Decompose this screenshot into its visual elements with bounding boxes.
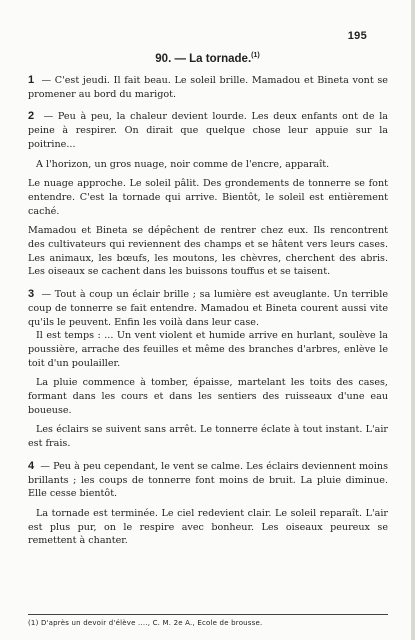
page-number: 195 bbox=[347, 30, 367, 42]
page-binding-edge bbox=[411, 0, 415, 640]
section-1-paragraph-1 bbox=[28, 74, 388, 101]
section-4-paragraph-1 bbox=[28, 460, 388, 501]
section-3-paragraph-2: Il est temps : ... Un vent violent et humide arrive en hurlant, soulève la poussière, arrache des feuilles et même des branches d'arbres, enlève le toit d'un poulailler. bbox=[28, 330, 388, 369]
chapter-title-text: 90. — La tornade. bbox=[155, 52, 252, 65]
section-3-paragraph-1 bbox=[28, 288, 388, 329]
section-spacer bbox=[28, 279, 388, 288]
section-2-paragraph-4: Mamadou et Bineta se dépêchent de rentrer chez eux. Ils rencontrent des cultivateurs qui reviennent des champs et se hâtent vers leurs cases. Les animaux, les bœufs, les moutons, les chèvres, cherchent des abris. Les oiseaux se cachent dans les buissons touffus et se taisent. bbox=[28, 225, 388, 278]
section-spacer bbox=[28, 451, 388, 460]
section-3-paragraph-3: La pluie commence à tomber, épaisse, martelant les toits des cases, formant dans les cours et dans les sentiers des ruisseaux d'une eau boueuse. bbox=[28, 377, 388, 416]
paragraph-text: — Peu à peu cependant, le vent se calme. Les éclairs deviennent moins brillants ; les coups de tonnerre font moins de bruit. La pluie diminue. Elle cesse bientôt. bbox=[28, 460, 388, 500]
chapter-title bbox=[0, 52, 415, 65]
section-spacer bbox=[28, 101, 388, 110]
section-2-paragraph-3: Le nuage approche. Le soleil pâlit. Des grondements de tonnerre se font entendre. C'est la tornade qui arrive. Bientôt, le soleil est entièrement caché. bbox=[28, 178, 388, 217]
paragraph-text: — Tout à coup un éclair brille ; sa lumière est aveuglante. Un terrible coup de tonnerre se fait entendre. Mamadou et Bineta courent aussi vite qu'ils le peuvent. Enfin les voilà dans leur case. bbox=[28, 289, 388, 328]
paragraph-text: — Peu à peu, la chaleur devient lourde. Les deux enfants ont de la peine à respirer. On dirait que quelque chose leur appuie sur la poitrine... bbox=[28, 111, 388, 150]
section-number: 3 bbox=[28, 288, 35, 301]
section-number: 2 bbox=[28, 110, 35, 123]
text-body bbox=[28, 74, 388, 548]
section-2-paragraph-2: A l'horizon, un gros nuage, noir comme de l'encre, apparaît. bbox=[36, 158, 330, 170]
footnote: (1) D'après un devoir d'élève ...., C. M. 2e A., Ecole de brousse. bbox=[28, 619, 263, 627]
footnote-reference: (1) bbox=[251, 52, 260, 59]
section-number: 1 bbox=[28, 74, 35, 86]
paragraph-text: — C'est jeudi. Il fait beau. Le soleil brille. Mamadou et Bineta vont se promener au bord du marigot. bbox=[28, 75, 388, 100]
section-2-paragraph-1 bbox=[28, 110, 388, 151]
footnote-divider bbox=[28, 614, 388, 615]
section-number: 4 bbox=[28, 459, 35, 472]
section-4-paragraph-2: La tornade est terminée. Le ciel redevient clair. Le soleil reparaît. L'air est plus pur, on le respire avec bonheur. Les oiseaux peureux se remettent à chanter. bbox=[28, 507, 388, 547]
section-3-paragraph-4: Les éclairs se suivent sans arrêt. Le tonnerre éclate à tout instant. L'air est frais. bbox=[28, 424, 388, 450]
